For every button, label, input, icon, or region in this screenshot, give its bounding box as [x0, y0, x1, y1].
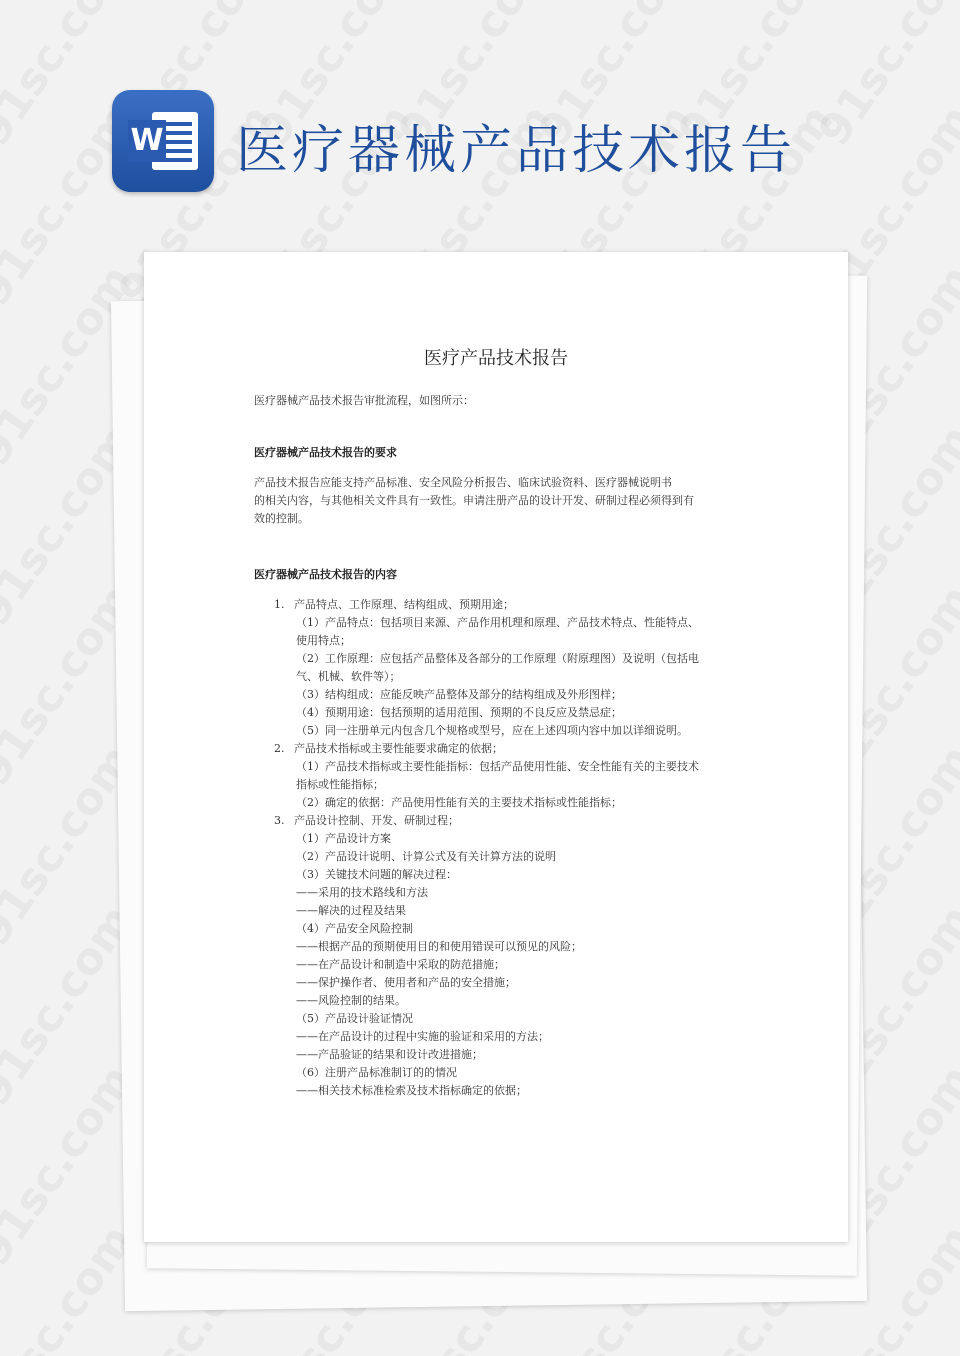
paragraph-line: 的相关内容，与其他相关文件具有一致性。申请注册产品的设计开发、研制过程必须得到有 — [254, 494, 694, 507]
list-item-text: 产品特点、工作原理、结构组成、预期用途； — [294, 598, 514, 611]
word-letter: W — [128, 120, 166, 162]
sub-line: （5）同一注册单元内包含几个规格或型号，应在上述四项内容中加以详细说明。 — [296, 724, 688, 737]
sub-line: 气、机械、软件等）； — [296, 670, 401, 683]
banner — [112, 90, 872, 194]
section-heading-requirements: 医疗器械产品技术报告的要求 — [254, 446, 397, 459]
sub-line: ——相关技术标准检索及技术指标确定的依据； — [296, 1084, 527, 1097]
list-item — [254, 596, 740, 740]
banner-title: 医疗器械产品技术报告 — [236, 121, 797, 181]
sub-line: （1）产品特点：包括项目来源、产品作用机理和原理、产品技术特点、性能特点、 — [296, 616, 699, 629]
list-item — [254, 812, 740, 1100]
numbered-list — [254, 596, 740, 1100]
sub-line: （4）产品安全风险控制 — [296, 922, 413, 935]
list-item-text: 产品设计控制、开发、研制过程； — [294, 814, 459, 827]
sub-line: ——根据产品的预期使用目的和使用错误可以预见的风险； — [296, 940, 582, 953]
sub-line: （1）产品技术指标或主要性能指标：包括产品使用性能、安全性能有关的主要技术 — [296, 760, 699, 773]
paragraph-line: 产品技术报告应能支持产品标准、安全风险分析报告、临床试验资料、医疗器械说明书 — [254, 476, 672, 489]
list-number: 2. — [274, 742, 285, 755]
document-body — [254, 392, 740, 1100]
sub-line: （2）产品设计说明、计算公式及有关计算方法的说明 — [296, 850, 556, 863]
sub-line: （3）结构组成：应能反映产品整体及部分的结构组成及外形图样； — [296, 688, 622, 701]
watermark-text — [0, 1216, 144, 1356]
list-item — [254, 740, 740, 812]
list-number: 1. — [274, 598, 285, 611]
sub-line: （6）注册产品标准制订的的情况 — [296, 1066, 457, 1079]
sub-line: 使用特点； — [296, 634, 351, 647]
sub-line: ——风险控制的结果。 — [296, 994, 406, 1007]
sub-line: （3）关键技术问题的解决过程： — [296, 868, 457, 881]
sub-line: ——产品验证的结果和设计改进措施； — [296, 1048, 483, 1061]
sub-line: 指标或性能指标； — [296, 778, 384, 791]
word-icon — [112, 90, 214, 192]
sub-line: ——采用的技术路线和方法 — [296, 886, 428, 899]
section-heading-contents: 医疗器械产品技术报告的内容 — [254, 568, 397, 581]
sub-line: （2）工作原理：应包括产品整体及各部分的工作原理（附原理图）及说明（包括电 — [296, 652, 699, 665]
requirements-paragraph — [254, 474, 740, 528]
intro-paragraph: 医疗器械产品技术报告审批流程，如图所示： — [254, 394, 474, 407]
sub-line: ——在产品设计的过程中实施的验证和采用的方法； — [296, 1030, 549, 1043]
sub-line: （4）预期用途：包括预期的适用范围、预期的不良反应及禁忌症； — [296, 706, 622, 719]
document-title: 医疗产品技术报告 — [424, 348, 568, 369]
list-item-text: 产品技术指标或主要性能要求确定的依据； — [294, 742, 503, 755]
sub-line: （1）产品设计方案 — [296, 832, 391, 845]
document-page — [144, 252, 848, 1242]
sub-line: ——在产品设计和制造中采取的防范措施； — [296, 958, 505, 971]
sub-line: ——保护操作者、使用者和产品的安全措施； — [296, 976, 516, 989]
sub-line: ——解决的过程及结果 — [296, 904, 406, 917]
paragraph-line: 效的控制。 — [254, 512, 309, 525]
sub-line: （2）确定的依据：产品使用性能有关的主要技术指标或性能指标； — [296, 796, 622, 809]
list-number: 3. — [274, 814, 285, 827]
sub-line: （5）产品设计验证情况 — [296, 1012, 413, 1025]
